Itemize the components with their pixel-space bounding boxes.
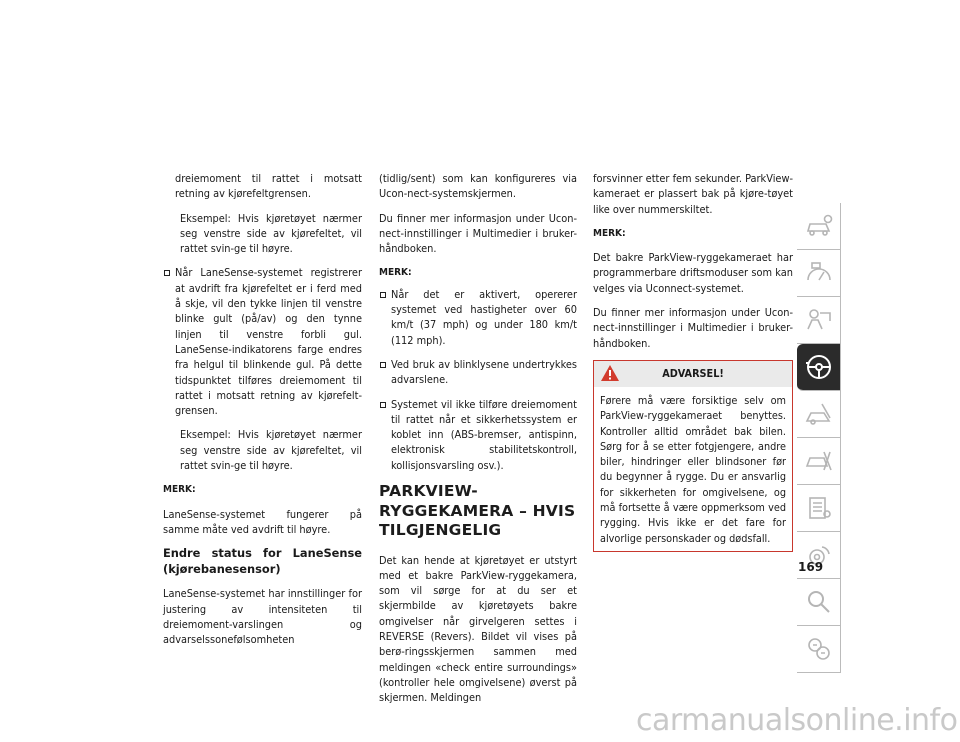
- emergency-icon: [804, 401, 834, 427]
- bullet-item: Ved bruk av blinklysene undertrykkes advarslene.: [379, 357, 577, 388]
- column-3: [593, 171, 793, 552]
- warning-box: [593, 360, 793, 552]
- column-2: [379, 171, 577, 715]
- example-text: Eksempel: Hvis kjøretøyet nærmer seg venstre side av kjørefeltet, vil rattet svin-ge til høyre.: [180, 211, 362, 256]
- warning-header: [594, 361, 792, 387]
- tab-car-info[interactable]: [797, 203, 841, 250]
- note-text: Det bakre ParkView-ryggekameraet har programmerbare driftsmoduser som kan velges via Uconnect-systemet.: [593, 251, 793, 295]
- tab-languages[interactable]: [797, 626, 841, 673]
- specs-icon: [804, 495, 834, 521]
- steering-wheel-icon: [803, 353, 835, 381]
- chapter-tabs: [797, 203, 841, 673]
- languages-icon: [804, 636, 834, 662]
- warning-text: Førere må være forsiktige selv om ParkView-ryggekameraet benyttes. Kontroller alltid området bak bilen. Sørg for å se etter fotgjengere, andre biler, hindringer eller blindsoner før du begynner å rygge. Du er ansvarlig for sikkerheten for omgivelsene, og må fortsette å være oppmerksom ved rygging. Hvis ikke er det fare for alvorlige personskader og dødsfall.: [600, 393, 786, 545]
- tab-service[interactable]: [797, 438, 841, 485]
- service-icon: [804, 448, 834, 474]
- search-icon: [804, 589, 834, 615]
- bullet-item: Systemet vil ikke tilføre dreiemoment til rattet når et sikkerhetssystem er koblet inn (ABS-bremser, antispinn, elektronisk stabilitetskontroll, kollisjonsvarsling osv.).: [379, 397, 577, 473]
- car-info-icon: [804, 213, 834, 239]
- paragraph: forsvinner etter fem sekunder. ParkView-kameraet er plassert bak på kjøre-tøyet like over nummerskiltet.: [593, 172, 793, 216]
- paragraph: LaneSense-systemet har innstillinger for justering av intensiteten til dreiemoment-varslingen og advarselssonefølsomheten: [163, 587, 362, 647]
- tab-emergency[interactable]: [797, 391, 841, 438]
- bullet-item: Når det er aktivert, opererer systemet ved hastigheter over 60 km/t (37 mph) og under 180 km/t (112 mph).: [379, 287, 577, 348]
- tab-search[interactable]: [797, 579, 841, 626]
- dashboard-icon: [804, 260, 834, 286]
- note-label: MERK:: [379, 267, 412, 279]
- example-text: Eksempel: Hvis kjøretøyet nærmer seg venstre side av kjørefeltet, vil rattet svin-ge til høyre.: [180, 428, 362, 473]
- warning-title: ADVARSEL!: [662, 366, 724, 380]
- note-label: MERK:: [593, 227, 626, 239]
- tab-safety[interactable]: [797, 297, 841, 344]
- section-heading: PARKVIEW-RYGGEKAMERA – HVIS TILGJENGELIG: [379, 482, 576, 540]
- paragraph: Du finner mer informasjon under Ucon-nect-innstillinger i Multimedier i bruker-håndboken.: [593, 306, 793, 350]
- paragraph: Du finner mer informasjon under Ucon-nect-innstillinger i Multimedier i bruker-håndboken.: [379, 211, 577, 256]
- note-text: LaneSense-systemet fungerer på samme måte ved avdrift til høyre.: [163, 507, 362, 536]
- subheading: Endre status for LaneSense (kjørebanesensor): [163, 546, 362, 576]
- paragraph: Det kan hende at kjøretøyet er utstyrt med et bakre ParkView-ryggekamera, som vil sørge for at du ser et skjermbilde av kjøretøyets bakre omgivelser når girvelgeren settes i REVERSE (Revers). Bildet vil vises på berø-ringsskjermen sammen med meldingen «check entire surroundings» (kontroller hele omgivelsene) øverst på skjermen. Meldingen: [379, 553, 577, 705]
- safety-icon: [804, 307, 834, 333]
- paragraph: dreiemoment til rattet i motsatt retning av kjørefeltgrensen.: [175, 172, 362, 201]
- column-1: [163, 171, 362, 656]
- page-number: 169: [798, 560, 824, 574]
- bullet-item: Når LaneSense-systemet registrerer at avdrift fra kjørefeltet er i ferd med å skje, vil den tykke linjen til venstre blinke gult (på/av) og den tynne linjen til venstre forbli gul. LaneSense-indikatorens farge endres fra helgul til blinkende gul. På dette tidspunktet tilføres dreiemoment til rattet i motsatt retning av kjørefelt-grensen.: [163, 265, 362, 418]
- paragraph: (tidlig/sent) som kan konfigureres via Ucon-nect-systemskjermen.: [379, 172, 577, 201]
- tab-steering-wheel[interactable]: [797, 344, 841, 391]
- note-label: MERK:: [163, 484, 196, 496]
- warning-triangle-icon: [600, 364, 620, 382]
- watermark: carmanualsonline.info: [636, 703, 958, 738]
- tab-specs[interactable]: [797, 485, 841, 532]
- tab-dashboard[interactable]: [797, 250, 841, 297]
